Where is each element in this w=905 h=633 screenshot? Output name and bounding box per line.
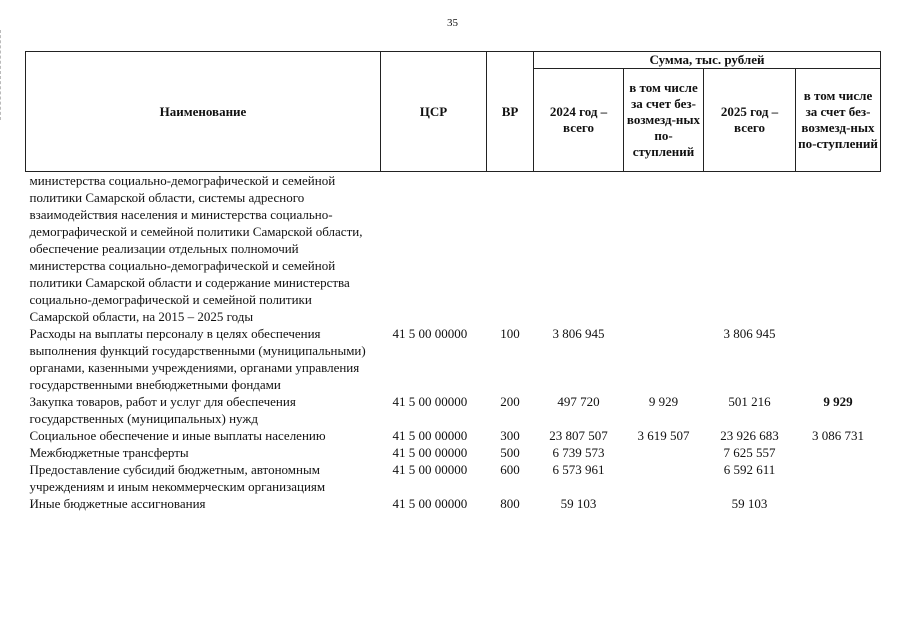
row-csr: 41 5 00 00000 bbox=[392, 462, 468, 477]
scan-edge-mark bbox=[0, 30, 3, 120]
row-2025-free: 9 929 bbox=[823, 394, 853, 409]
table-body bbox=[26, 172, 881, 513]
header-name: Наименование bbox=[26, 52, 381, 172]
header-2025-free: в том числе за счет без-возмезд-ных по-ступлений bbox=[796, 69, 881, 172]
row-2024-total: 3 806 945 bbox=[552, 326, 605, 341]
row-2025-free bbox=[796, 325, 881, 393]
row-vr: 800 bbox=[500, 496, 520, 511]
row-name: Социальное обеспечение и иные выплаты населению bbox=[29, 428, 326, 443]
table-row bbox=[26, 461, 881, 495]
table-row bbox=[26, 495, 881, 512]
row-csr: 41 5 00 00000 bbox=[392, 428, 468, 443]
row-2025-total: 6 592 611 bbox=[723, 462, 776, 477]
table-row bbox=[26, 427, 881, 444]
row-2025-total: 3 806 945 bbox=[723, 326, 776, 341]
row-2025-free bbox=[796, 444, 881, 461]
row-vr bbox=[487, 172, 534, 326]
row-2024-total: 497 720 bbox=[557, 394, 600, 409]
header-2024-free: в том числе за счет без-возмезд-ных по-ступлений bbox=[624, 69, 704, 172]
row-2024-free bbox=[624, 325, 704, 393]
row-name: Закупка товаров, работ и услуг для обеспечения государственных (муниципальных) нужд bbox=[29, 394, 296, 426]
row-csr: 41 5 00 00000 bbox=[392, 326, 468, 341]
header-2024-total: 2024 год – всего bbox=[534, 69, 624, 172]
row-name: Предоставление субсидий бюджетным, автономным учреждениям и иным некоммерческим организациям bbox=[29, 462, 326, 494]
row-name: Межбюджетные трансферты bbox=[29, 445, 189, 460]
table-row bbox=[26, 444, 881, 461]
row-2025-free bbox=[796, 461, 881, 495]
table-row bbox=[26, 172, 881, 326]
row-2025-total: 59 103 bbox=[731, 496, 768, 511]
row-2024-total: 59 103 bbox=[560, 496, 597, 511]
header-vr: ВР bbox=[487, 52, 534, 172]
row-2025-total: 23 926 683 bbox=[720, 428, 779, 443]
row-csr: 41 5 00 00000 bbox=[392, 394, 468, 409]
row-csr bbox=[381, 172, 487, 326]
row-2024-total: 6 573 961 bbox=[552, 462, 605, 477]
row-2024-free: 9 929 bbox=[648, 394, 679, 409]
row-vr: 600 bbox=[500, 462, 520, 477]
header-2025-total: 2025 год – всего bbox=[704, 69, 796, 172]
table-row bbox=[26, 393, 881, 427]
header-sum-group: Сумма, тыс. рублей bbox=[534, 52, 881, 69]
row-2025-free: 3 086 731 bbox=[812, 428, 864, 443]
page-number: 35 bbox=[447, 17, 458, 29]
budget-table bbox=[25, 51, 881, 512]
row-2024-free bbox=[624, 172, 704, 326]
row-2024-total: 6 739 573 bbox=[552, 445, 605, 460]
row-2025-free bbox=[796, 172, 881, 326]
row-2024-free: 3 619 507 bbox=[637, 428, 690, 443]
row-2025-total bbox=[704, 172, 796, 326]
header-csr: ЦСР bbox=[381, 52, 487, 172]
row-2025-free bbox=[796, 495, 881, 512]
row-vr: 200 bbox=[500, 394, 520, 409]
row-2024-total bbox=[534, 172, 624, 326]
row-name: министерства социально-демографической и семейной политики Самарской области, системы адресного взаимодействия населения и министерства социально-демографической и семейной политики Самарской области, обеспечение реализации отдельных полномочий министерства социально-демографической и семейной политики Самарской области и содержание министерства социально-демографической и семейной политики Самарской области, на 2015 – 2025 годы bbox=[29, 173, 363, 324]
row-2024-free bbox=[624, 444, 704, 461]
row-name: Расходы на выплаты персоналу в целях обеспечения выполнения функций государственными (муниципальными) органами, казенными учреждениями, органами управления государственными внебюджетными фондами bbox=[29, 326, 366, 392]
row-csr: 41 5 00 00000 bbox=[392, 496, 468, 511]
row-name: Иные бюджетные ассигнования bbox=[29, 496, 206, 511]
row-vr: 300 bbox=[500, 428, 520, 443]
row-2024-free bbox=[624, 461, 704, 495]
table-row bbox=[26, 325, 881, 393]
row-2025-total: 501 216 bbox=[728, 394, 771, 409]
row-vr: 500 bbox=[500, 445, 520, 460]
row-2024-free bbox=[624, 495, 704, 512]
row-vr: 100 bbox=[500, 326, 520, 341]
row-csr: 41 5 00 00000 bbox=[392, 445, 468, 460]
row-2025-total: 7 625 557 bbox=[723, 445, 776, 460]
row-2024-total: 23 807 507 bbox=[549, 428, 608, 443]
